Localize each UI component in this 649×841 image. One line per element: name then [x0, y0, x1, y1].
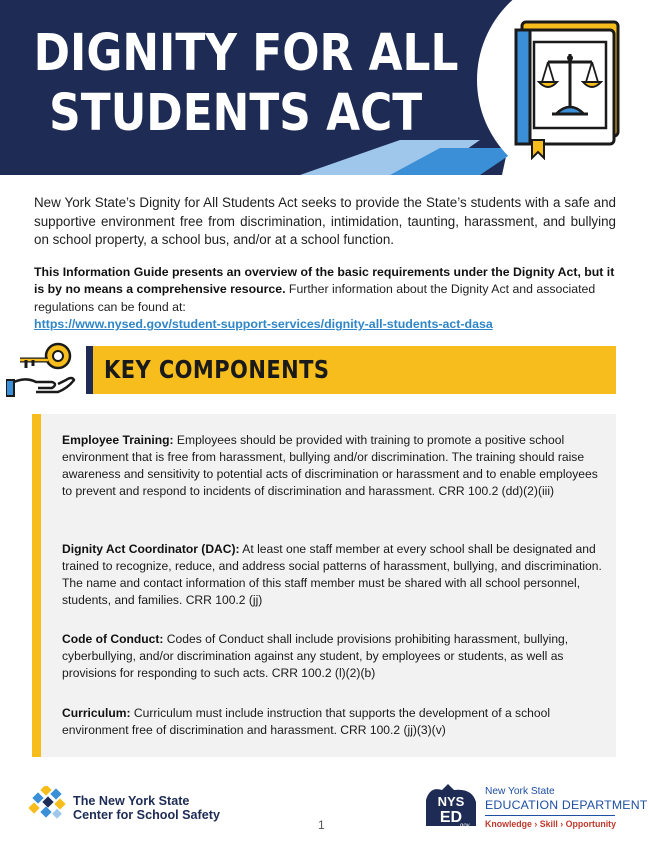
nyscss-logo-text	[73, 794, 220, 822]
nysed-line-1: New York State	[485, 786, 555, 797]
dasa-link[interactable]: https://www.nysed.gov/student-support-services/dignity-all-students-act-dasa	[34, 317, 493, 332]
nyscss-logo-icon	[28, 786, 70, 820]
component-label: Code of Conduct:	[62, 632, 164, 646]
component-text: Curriculum must include instruction that supports the development of a school environment free of discrimination and harassment. CRR 100.2 (jj)(3)(v)	[62, 706, 551, 737]
component-dac	[62, 541, 608, 609]
nysed-tagline: Knowledge › Skill › Opportunity	[485, 819, 616, 829]
nysed-logo-sub: .gov	[458, 823, 470, 828]
intro-paragraph: New York State’s Dignity for All Students Act seeks to provide the State’s students with a safe and supportive environment free from discrimination, intimidation, taunting, harassment, and bullying on school property, a school bus, and/or at a school function.	[34, 195, 616, 248]
nysed-rule	[485, 815, 615, 816]
panel-accent-bar	[32, 414, 41, 757]
components-panel	[32, 414, 616, 757]
banner-tab	[86, 346, 93, 394]
key-hand-icon	[6, 340, 78, 402]
key-components-banner	[86, 346, 616, 394]
header-banner	[0, 0, 649, 175]
guide-note-bold: This Information Guide presents an overview of the basic requirements under the Dignity Act, but it is by no means a comprehensive resource.	[34, 265, 615, 297]
nyscss-line-1: The New York State	[73, 794, 190, 808]
component-text: At least one staff member at every school shall be designated and trained to recognize, reduce, and address social patterns of harassment, bullying, and discrimination. The name and contact information of this staff member must be shared with all school personnel, students, and families. CRR 100.2 (jj)	[62, 542, 602, 607]
guide-note	[34, 264, 616, 334]
component-code-of-conduct	[62, 631, 608, 682]
component-text: Employees should be provided with training to promote a positive school environment that is free from harassment, bullying and/or discrimination. The training should raise awareness and sensitivity to potential acts of discrimination or harassment and to enable employees to prevent and respond to incidents of discrimination and harassment. CRR 100.2 (dd)(2)(iii)	[62, 433, 598, 498]
title-line-2: STUDENTS ACT	[49, 84, 423, 143]
key-components-heading: KEY COMPONENTS	[104, 355, 330, 384]
nyscss-line-2: Center for School Safety	[73, 808, 220, 822]
nysed-logo-top: NYS	[437, 794, 465, 809]
component-employee-training	[62, 432, 608, 500]
nysed-logo-text	[485, 786, 648, 830]
page-title	[33, 24, 459, 144]
nysed-line-2: EDUCATION DEPARTMENT	[485, 798, 648, 812]
nysed-logo	[420, 782, 482, 828]
component-label: Employee Training:	[62, 433, 174, 447]
title-line-1: DIGNITY FOR ALL	[33, 24, 459, 83]
component-curriculum	[62, 705, 608, 739]
component-label: Dignity Act Coordinator (DAC):	[62, 542, 240, 556]
law-book-icon	[508, 16, 624, 160]
component-text: Codes of Conduct shall include provisions prohibiting harassment, bullying, cyberbullying, and/or discrimination against any student, by employees or students, as well as provisions for responding to such acts. CRR 100.2 (l)(2)(b)	[62, 632, 569, 680]
nysed-logo-mid: ED	[439, 809, 463, 826]
page-number: 1	[318, 818, 325, 832]
component-label: Curriculum:	[62, 706, 131, 720]
guide-note-rest: Further information about the Dignity Act and associated regulations can be found at:	[34, 282, 596, 314]
